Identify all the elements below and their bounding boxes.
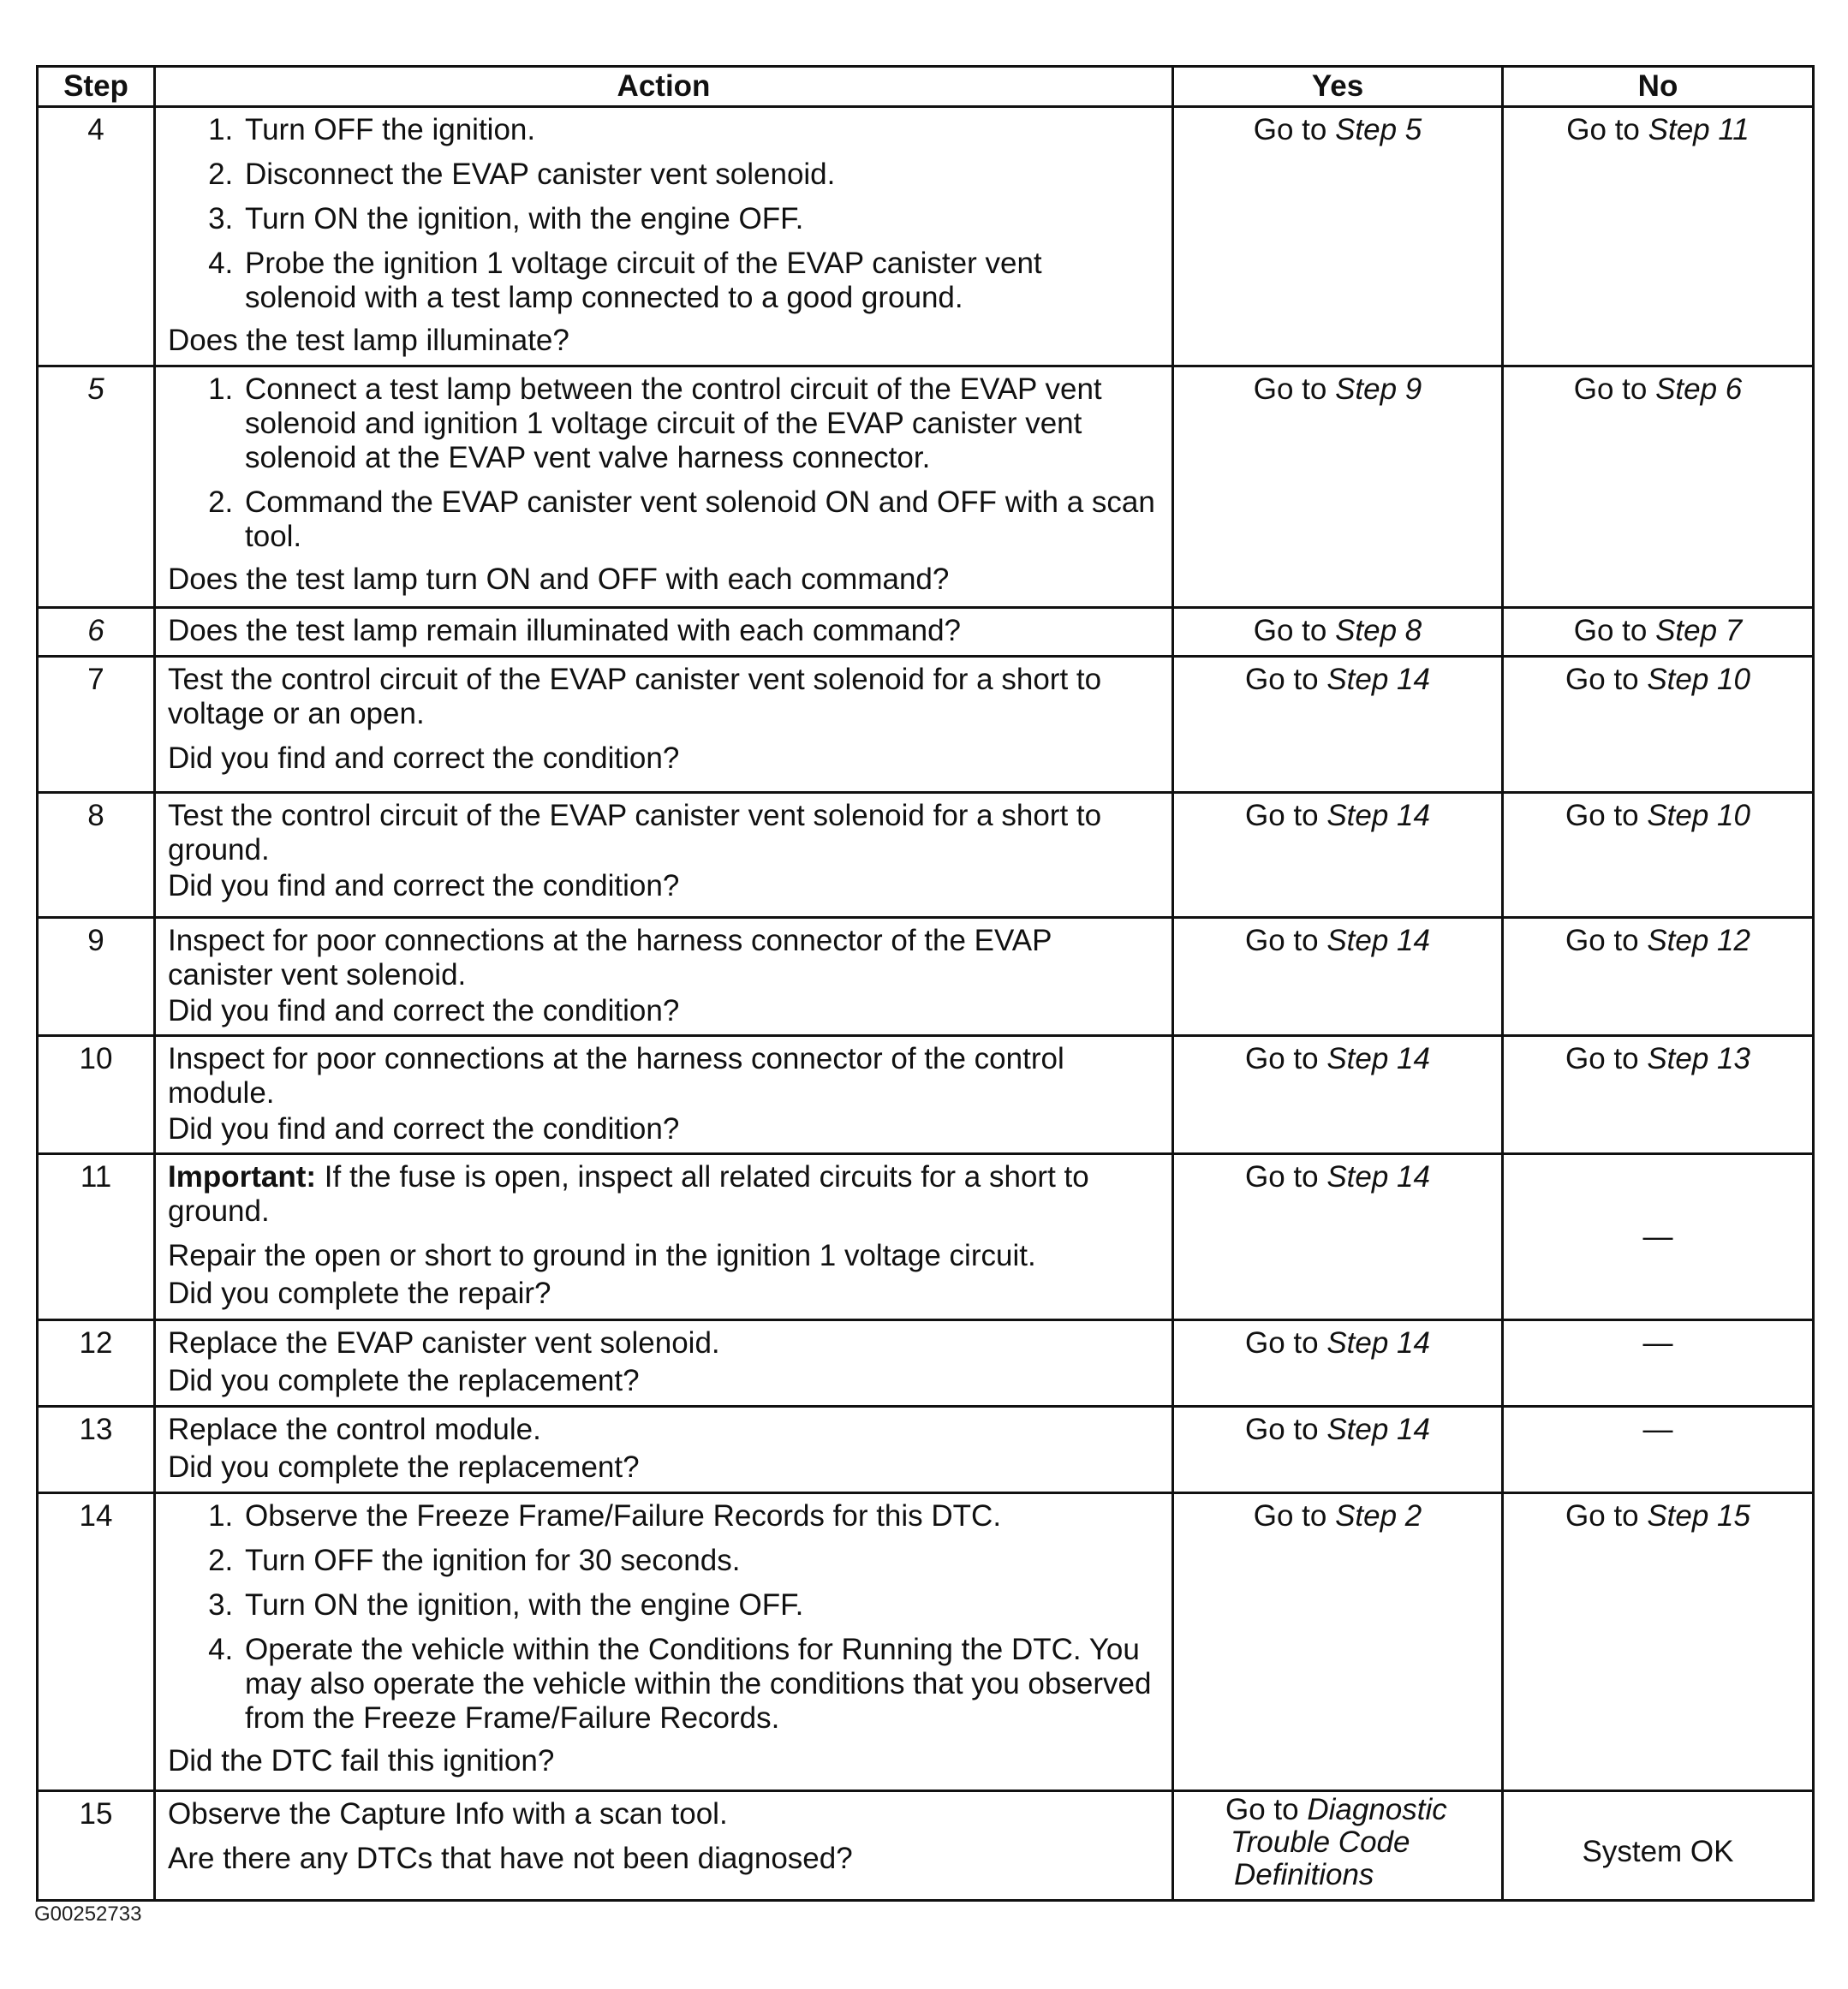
step-number: 11 (38, 1154, 155, 1320)
no-step-ref: Step 7 (1655, 614, 1743, 647)
go-to-text: Go to (1253, 614, 1336, 647)
no-cell (1503, 793, 1814, 918)
yes-cell (1173, 608, 1503, 657)
table-row (38, 793, 1814, 918)
list-item: 1. Connect a test lamp between the control circuit of the EVAP vent solenoid and ignition 1 voltage circuit of the EVAP canister vent solenoid at the EVAP vent valve harness connector. (241, 372, 1159, 475)
action-text: Observe the Capture Info with a scan tool. (168, 1797, 728, 1831)
action-text: Inspect for poor connections at the harness connector of the control module. (168, 1042, 1064, 1110)
action-cell (155, 793, 1173, 918)
action-question: Does the test lamp turn ON and OFF with each command? (168, 563, 950, 596)
no-step-ref: Step 10 (1647, 663, 1750, 696)
go-to-text: Go to (1573, 614, 1656, 647)
yes-step-ref: Step 14 (1326, 1326, 1430, 1360)
list-item: 3. Turn ON the ignition, with the engine OFF. (241, 202, 1159, 236)
action-cell (155, 1407, 1173, 1493)
yes-cell (1173, 1407, 1503, 1493)
action-question: Did you complete the replacement? (168, 1450, 640, 1484)
yes-step-ref: Step 5 (1335, 113, 1422, 146)
table-row (38, 1036, 1814, 1154)
step-number: 5 (38, 366, 155, 608)
table-row (38, 1493, 1814, 1791)
go-to-text: Go to (1253, 372, 1336, 406)
list-item: 4. Operate the vehicle within the Conditions for Running the DTC. You may also operate the vehicle within the conditions that you observed from the Freeze Frame/Failure Records. (241, 1633, 1159, 1736)
yes-step-ref: Step 14 (1326, 1413, 1430, 1446)
yes-cell (1173, 1036, 1503, 1154)
action-question: Did you find and correct the condition? (168, 869, 680, 902)
list-item: 1. Turn OFF the ignition. (241, 113, 1159, 147)
header-no: No (1503, 67, 1814, 107)
no-cell (1503, 107, 1814, 366)
go-to-text: Go to (1573, 372, 1656, 406)
action-question: Did you find and correct the condition? (168, 741, 680, 775)
table-row (38, 657, 1814, 793)
table-row (38, 1320, 1814, 1407)
no-cell (1503, 1407, 1814, 1493)
no-cell (1503, 657, 1814, 793)
yes-step-ref: Step 14 (1326, 799, 1430, 832)
table-row (38, 608, 1814, 657)
go-to-text: Go to (1245, 663, 1327, 696)
action-cell (155, 1791, 1173, 1901)
action-text: Repair the open or short to ground in the ignition 1 voltage circuit. (168, 1239, 1036, 1272)
action-cell (155, 1154, 1173, 1320)
header-yes: Yes (1173, 67, 1503, 107)
important-label: Important: (168, 1160, 317, 1194)
go-to-text: Go to (1245, 799, 1327, 832)
go-to-text: Go to (1245, 1160, 1327, 1194)
no-step-ref: Step 15 (1647, 1499, 1750, 1533)
step-number: 10 (38, 1036, 155, 1154)
yes-cell (1173, 1154, 1503, 1320)
action-list (168, 1499, 1159, 1736)
action-cell (155, 1320, 1173, 1407)
list-item: 3. Turn ON the ignition, with the engine OFF. (241, 1588, 1159, 1623)
go-to-text: Go to (1245, 1042, 1327, 1075)
list-item: 2. Disconnect the EVAP canister vent solenoid. (241, 158, 1159, 192)
table-row (38, 1154, 1814, 1320)
no-step-ref: Step 10 (1647, 799, 1750, 832)
list-item: 4. Probe the ignition 1 voltage circuit of the EVAP canister vent solenoid with a test lamp connected to a good ground. (241, 247, 1159, 315)
dash-text: — (1642, 1219, 1673, 1254)
table-row (38, 1791, 1814, 1901)
go-to-text: Go to (1565, 924, 1648, 957)
no-step-ref: Step 11 (1648, 113, 1750, 146)
diagnostic-table (36, 65, 1815, 1902)
action-cell (155, 657, 1173, 793)
important-note (168, 1160, 1159, 1229)
go-to-text: Go to (1565, 799, 1648, 832)
yes-step-ref: Step 14 (1326, 1042, 1430, 1075)
no-step-ref: Step 13 (1647, 1042, 1750, 1075)
no-cell (1503, 366, 1814, 608)
action-cell (155, 107, 1173, 366)
action-text: Test the control circuit of the EVAP canister vent solenoid for a short to ground. (168, 799, 1102, 866)
go-to-text: Go to (1245, 1413, 1327, 1446)
yes-ref-line3: Definitions (1234, 1858, 1374, 1891)
go-to-text: Go to (1565, 1042, 1648, 1075)
step-number: 4 (38, 107, 155, 366)
yes-cell (1173, 793, 1503, 918)
action-cell (155, 1036, 1173, 1154)
list-item: 1. Observe the Freeze Frame/Failure Records for this DTC. (241, 1499, 1159, 1533)
figure-code: G00252733 (34, 1903, 142, 1926)
go-to-text: Go to (1253, 113, 1336, 146)
action-question: Did you find and correct the condition? (168, 994, 680, 1027)
step-number: 15 (38, 1791, 155, 1901)
step-number: 8 (38, 793, 155, 918)
yes-step-ref: Step 14 (1326, 663, 1430, 696)
important-text: If the fuse is open, inspect all related circuits for a short to ground. (168, 1160, 1089, 1228)
table-row (38, 1407, 1814, 1493)
action-question: Did you complete the repair? (168, 1277, 551, 1310)
step-number: 6 (38, 608, 155, 657)
go-to-text: Go to (1225, 1793, 1308, 1826)
action-question: Are there any DTCs that have not been diagnosed? (168, 1842, 853, 1875)
yes-cell (1173, 918, 1503, 1036)
step-number: 13 (38, 1407, 155, 1493)
action-question: Did the DTC fail this ignition? (168, 1744, 555, 1778)
header-action: Action (155, 67, 1173, 107)
yes-cell (1173, 1320, 1503, 1407)
action-text: Replace the control module. (168, 1413, 541, 1446)
yes-cell (1173, 1791, 1503, 1901)
action-list (168, 372, 1159, 554)
no-cell (1503, 1493, 1814, 1791)
yes-step-ref: Step 14 (1326, 1160, 1430, 1194)
yes-cell (1173, 657, 1503, 793)
go-to-text: Go to (1566, 113, 1648, 146)
no-step-ref: Step 6 (1655, 372, 1743, 406)
go-to-text: Go to (1245, 1326, 1327, 1360)
go-to-text: Go to (1565, 663, 1648, 696)
yes-cell (1173, 1493, 1503, 1791)
no-cell (1503, 1320, 1814, 1407)
action-cell (155, 608, 1173, 657)
table-row (38, 918, 1814, 1036)
action-cell (155, 366, 1173, 608)
yes-ref-line2: Trouble Code (1231, 1825, 1410, 1859)
yes-step-ref: Step 2 (1335, 1499, 1422, 1533)
action-question: Did you find and correct the condition? (168, 1112, 680, 1146)
yes-step-ref: Step 8 (1335, 614, 1422, 647)
action-text: Test the control circuit of the EVAP canister vent solenoid for a short to voltage or an open. (168, 663, 1102, 730)
action-cell (155, 918, 1173, 1036)
header-row (38, 67, 1814, 107)
yes-ref-line1: Diagnostic (1307, 1793, 1447, 1826)
action-question: Does the test lamp illuminate? (168, 324, 569, 357)
no-cell (1503, 918, 1814, 1036)
no-cell (1503, 1154, 1814, 1320)
yes-step-ref: Step 14 (1326, 924, 1430, 957)
action-text: Inspect for poor connections at the harness connector of the EVAP canister vent solenoid. (168, 924, 1052, 992)
action-cell (155, 1493, 1173, 1791)
action-question: Did you complete the replacement? (168, 1364, 640, 1397)
no-step-ref: Step 12 (1647, 924, 1750, 957)
go-to-text: Go to (1565, 1499, 1648, 1533)
table-row (38, 107, 1814, 366)
action-question: Does the test lamp remain illuminated with each command? (168, 614, 961, 647)
dash-text: — (1642, 1413, 1673, 1446)
action-list (168, 113, 1159, 315)
system-ok-text: System OK (1582, 1834, 1734, 1868)
no-cell (1503, 1791, 1814, 1901)
table-row (38, 366, 1814, 608)
list-item: 2. Turn OFF the ignition for 30 seconds. (241, 1544, 1159, 1578)
step-number: 9 (38, 918, 155, 1036)
no-cell (1503, 1036, 1814, 1154)
header-step: Step (38, 67, 155, 107)
no-cell (1503, 608, 1814, 657)
go-to-text: Go to (1245, 924, 1327, 957)
yes-cell (1173, 366, 1503, 608)
action-text: Replace the EVAP canister vent solenoid. (168, 1326, 720, 1360)
yes-cell (1173, 107, 1503, 366)
step-number: 12 (38, 1320, 155, 1407)
list-item: 2. Command the EVAP canister vent solenoid ON and OFF with a scan tool. (241, 485, 1159, 554)
step-number: 7 (38, 657, 155, 793)
go-to-text: Go to (1253, 1499, 1336, 1533)
step-number: 14 (38, 1493, 155, 1791)
dash-text: — (1642, 1326, 1673, 1360)
yes-step-ref: Step 9 (1335, 372, 1422, 406)
